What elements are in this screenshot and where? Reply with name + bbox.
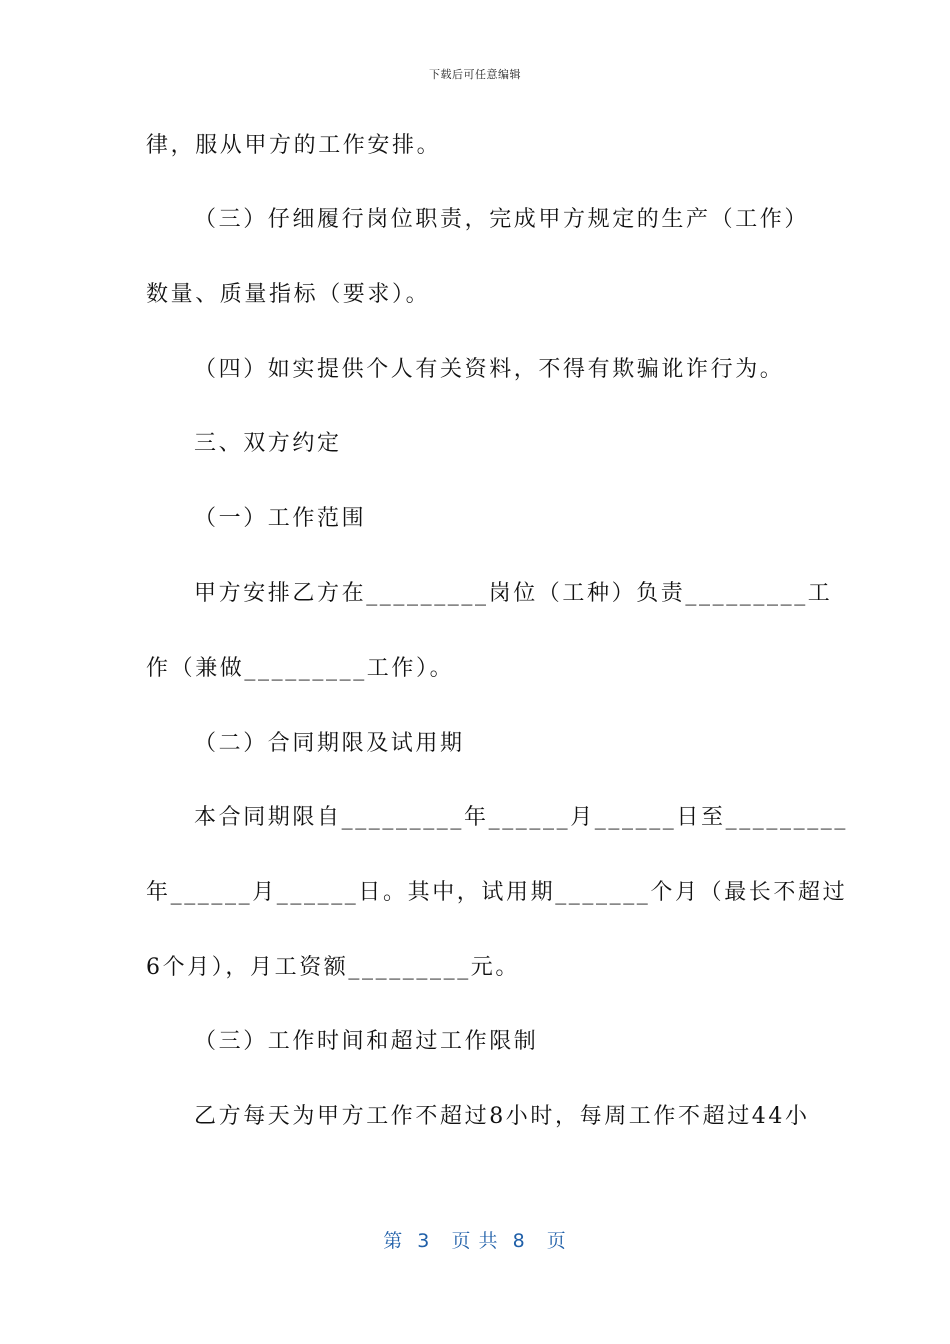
paragraph-line: 年______月______日。其中，试用期_______个月（最长不超过 [146, 880, 848, 905]
paragraph-line: 律，服从甲方的工作安排。 [146, 133, 442, 158]
subsection-heading: （二）合同期限及试用期 [194, 731, 465, 756]
paragraph-line: 本合同期限自_________年______月______日至_________ [194, 805, 849, 830]
paragraph-line: 甲方安排乙方在_________岗位（工种）负责_________工 [194, 581, 833, 606]
paragraph-line: 作（兼做_________工作）。 [146, 656, 455, 681]
paragraph-line: 数量、质量指标（要求）。 [146, 282, 431, 307]
paragraph-line: 乙方每天为甲方工作不超过8小时，每周工作不超过44小 [194, 1104, 810, 1129]
subsection-heading: （一）工作范围 [194, 506, 367, 531]
paragraph-line: 6个月），月工资额_________元。 [146, 955, 520, 980]
section-heading: 三、双方约定 [194, 431, 342, 456]
page-header: 下载后可任意编辑 [429, 68, 521, 81]
paragraph-line: （三）仔细履行岗位职责，完成甲方规定的生产（工作） [194, 207, 810, 232]
page-number-footer: 第 3 页 共 8 页 [383, 1230, 567, 1252]
paragraph-line: （四）如实提供个人有关资料，不得有欺骗讹诈行为。 [194, 357, 785, 382]
subsection-heading: （三）工作时间和超过工作限制 [194, 1029, 539, 1054]
